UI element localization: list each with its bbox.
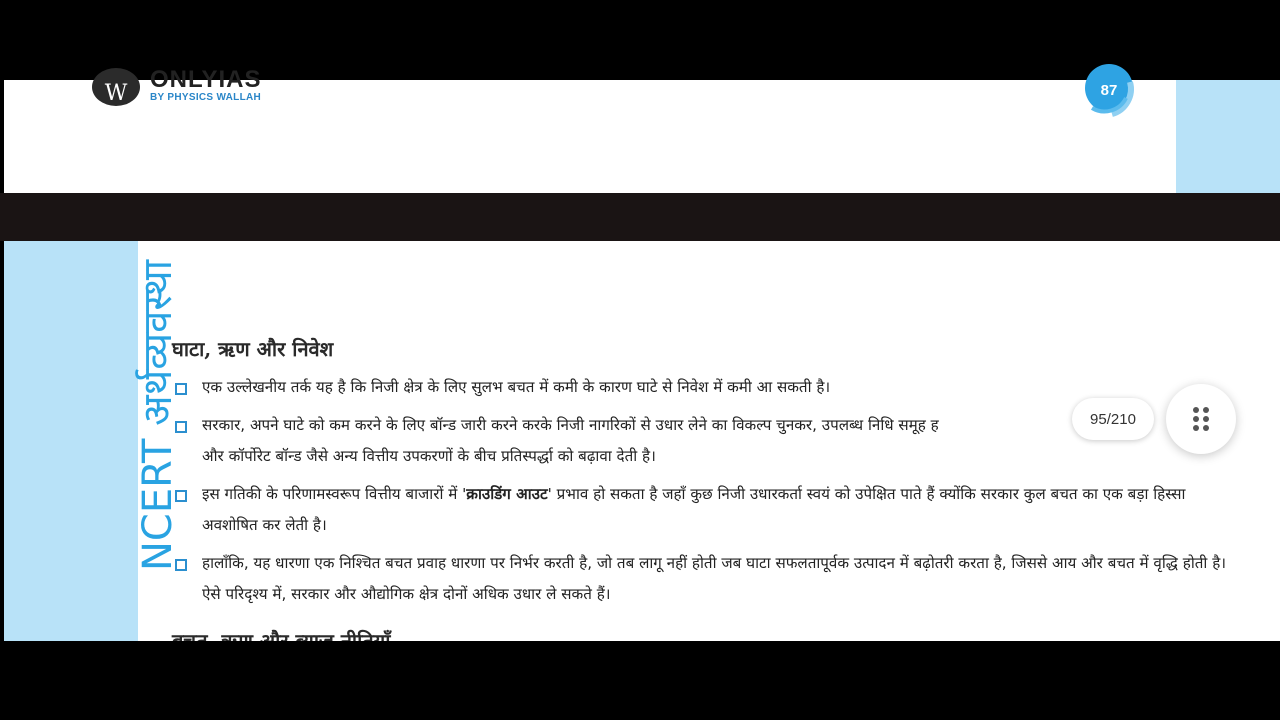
list-item	[172, 479, 1232, 541]
list-item	[172, 548, 1232, 610]
drag-handle-icon	[1191, 406, 1211, 432]
square-bullet-icon	[175, 421, 187, 433]
page-number-badge	[1082, 68, 1146, 122]
current-page[interactable]	[4, 241, 1280, 641]
bold-term: क्राउडिंग आउट	[466, 485, 548, 503]
previous-page	[4, 66, 1280, 193]
bullet-text-continued: और कॉर्पोरेट बॉन्ड जैसे अन्य वित्तीय उपकरणों के बीच प्रतिस्पर्द्धा को बढ़ावा देती है।	[202, 447, 656, 465]
bullet-text: इस गतिकी के परिणामस्वरूप वित्तीय बाजारों में '	[202, 485, 467, 503]
side-strip	[4, 241, 138, 641]
logo-mark: W	[92, 68, 140, 106]
bullet-list	[172, 372, 1232, 610]
page-counter[interactable]: 95/210	[1072, 398, 1154, 440]
square-bullet-icon	[175, 559, 187, 571]
page-gap	[0, 193, 1280, 241]
page-content	[172, 335, 1232, 617]
square-bullet-icon	[175, 490, 187, 502]
vertical-subject-title: NCERT अर्थव्यवस्था	[135, 259, 181, 571]
letterbox-bottom	[0, 641, 1280, 720]
logo-subtitle: BY PHYSICS WALLAH	[150, 92, 262, 103]
bullet-text: सरकार, अपने घाटे को कम करने के लिए बॉन्ड जारी करने करके निजी नागरिकों से उधार लेने का विकल्प चुनकर, उपलब्ध निधि समूह ह	[202, 416, 939, 434]
square-bullet-icon	[175, 383, 187, 395]
section-heading: घाटा, ऋण और निवेश	[172, 337, 334, 361]
bullet-text-continued: ' प्रभाव हो सकता है जहाँ कुछ निजी उधारकर्ता स्वयं को उपेक्षित पाते हैं क्योंकि सरकार कुल बचत का एक बड़ा हिस्सा अवशोषित कर लेती है।	[202, 485, 1186, 534]
viewer-menu-button[interactable]	[1166, 384, 1236, 454]
badge-number: 87	[1100, 82, 1118, 99]
bullet-text: एक उल्लेखनीय तर्क यह है कि निजी क्षेत्र के लिए सुलभ बचत में कमी के कारण घाटे से निवेश में कमी आ सकती है।	[202, 378, 831, 396]
logo-name: ONLYIAS	[150, 66, 262, 93]
page-accent-strip	[1176, 80, 1280, 193]
list-item	[172, 372, 1232, 403]
bullet-text: हालाँकि, यह धारणा एक निश्चित बचत प्रवाह धारणा पर निर्भर करती है, जो तब लागू नहीं होती जब घाटा सफलतापूर्वक उत्पादन में बढ़ोतरी करता है, जिससे आय और बचत में वृद्धि होती है। ऐसे परिदृश्य में, सरकार और औद्योगिक क्षेत्र दोनों अधिक उधार ले सकते हैं।	[202, 554, 1227, 603]
